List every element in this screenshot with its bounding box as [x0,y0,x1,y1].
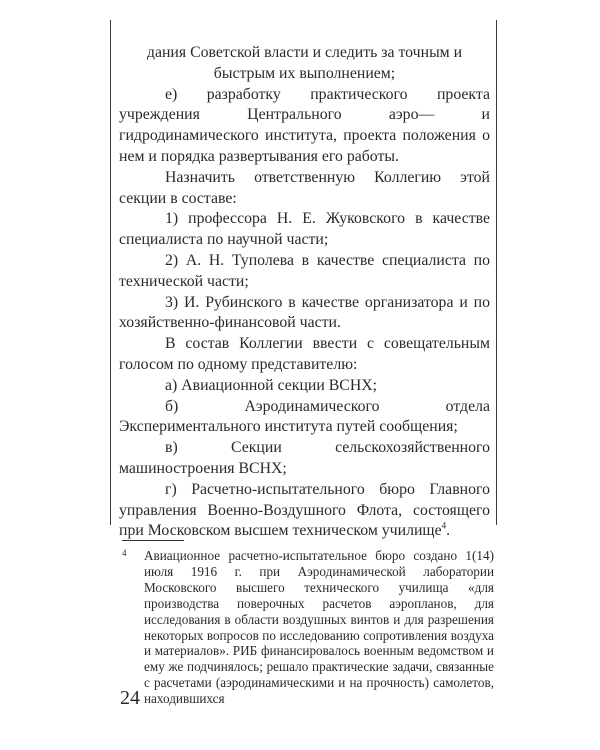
paragraph-member-1: 1) профессора Н. Е. Жуковского в качестве специалиста по научной части; [119,210,490,249]
footnote [122,548,494,707]
paragraph-rep-g-text: г) Расчетно-испытательного бюро Главного управления Военно-Воздушного Флота, состоящего при Московском высшем техническом училище [119,480,490,540]
footnote-separator [122,540,184,541]
paragraph-rep-a: а) Авиационной секции ВСНХ; [165,376,378,394]
footnote-number: 4 [122,548,127,558]
main-text [119,43,490,542]
paragraph-item-e: е) разработку практического проекта учреждения Центрального аэро— и гидродинамического института, проекта положения о нем и порядка развертывания его работы. [119,85,490,165]
page-number: 24 [120,687,140,709]
paragraph-rep-g [119,480,490,542]
paragraph-member-3: 3) И. Рубинского в качестве организатора и по хозяйственно-финансовой части. [119,293,490,332]
paragraph-appoint-collegium: Назначить ответственную Коллегию этой секции в составе: [119,168,490,207]
paragraph-continuation: дания Советской власти и следить за точным и быстрым их выполнением; [146,44,463,82]
paragraph-rep-v: в) Секции сельскохозяйственного машиностроения ВСНХ; [119,439,490,477]
end-period: . [446,522,451,540]
paragraph-rep-b: б) Аэродинамического отдела Экспериментального института путей сообщения; [119,397,490,436]
paragraph-advisory-members: В состав Коллегии ввести с совещательным голосом по одному представителю: [119,335,490,373]
footnote-reference[interactable]: 4 [441,521,447,532]
paragraph-member-2: 2) А. Н. Туполева в качестве специалиста по технической части; [119,251,490,290]
footnote-text: Авиационное расчетно-испытательное бюро создано 1(14) июля 1916 г. при Аэродинамической лаборатории Московского высшего технического училища «для производства поверочных расчетов аэропланов, для исследования в области воздушных винтов и для разрешения некоторых вопросов по исследованию сопротивления воздуха и материалов». РИБ финансировалось военным ведомством и ему же подчинялось; решало практические задачи, связанные с расчетами (аэродинамическими и на прочность) самолетов, находившихся [144,548,494,707]
